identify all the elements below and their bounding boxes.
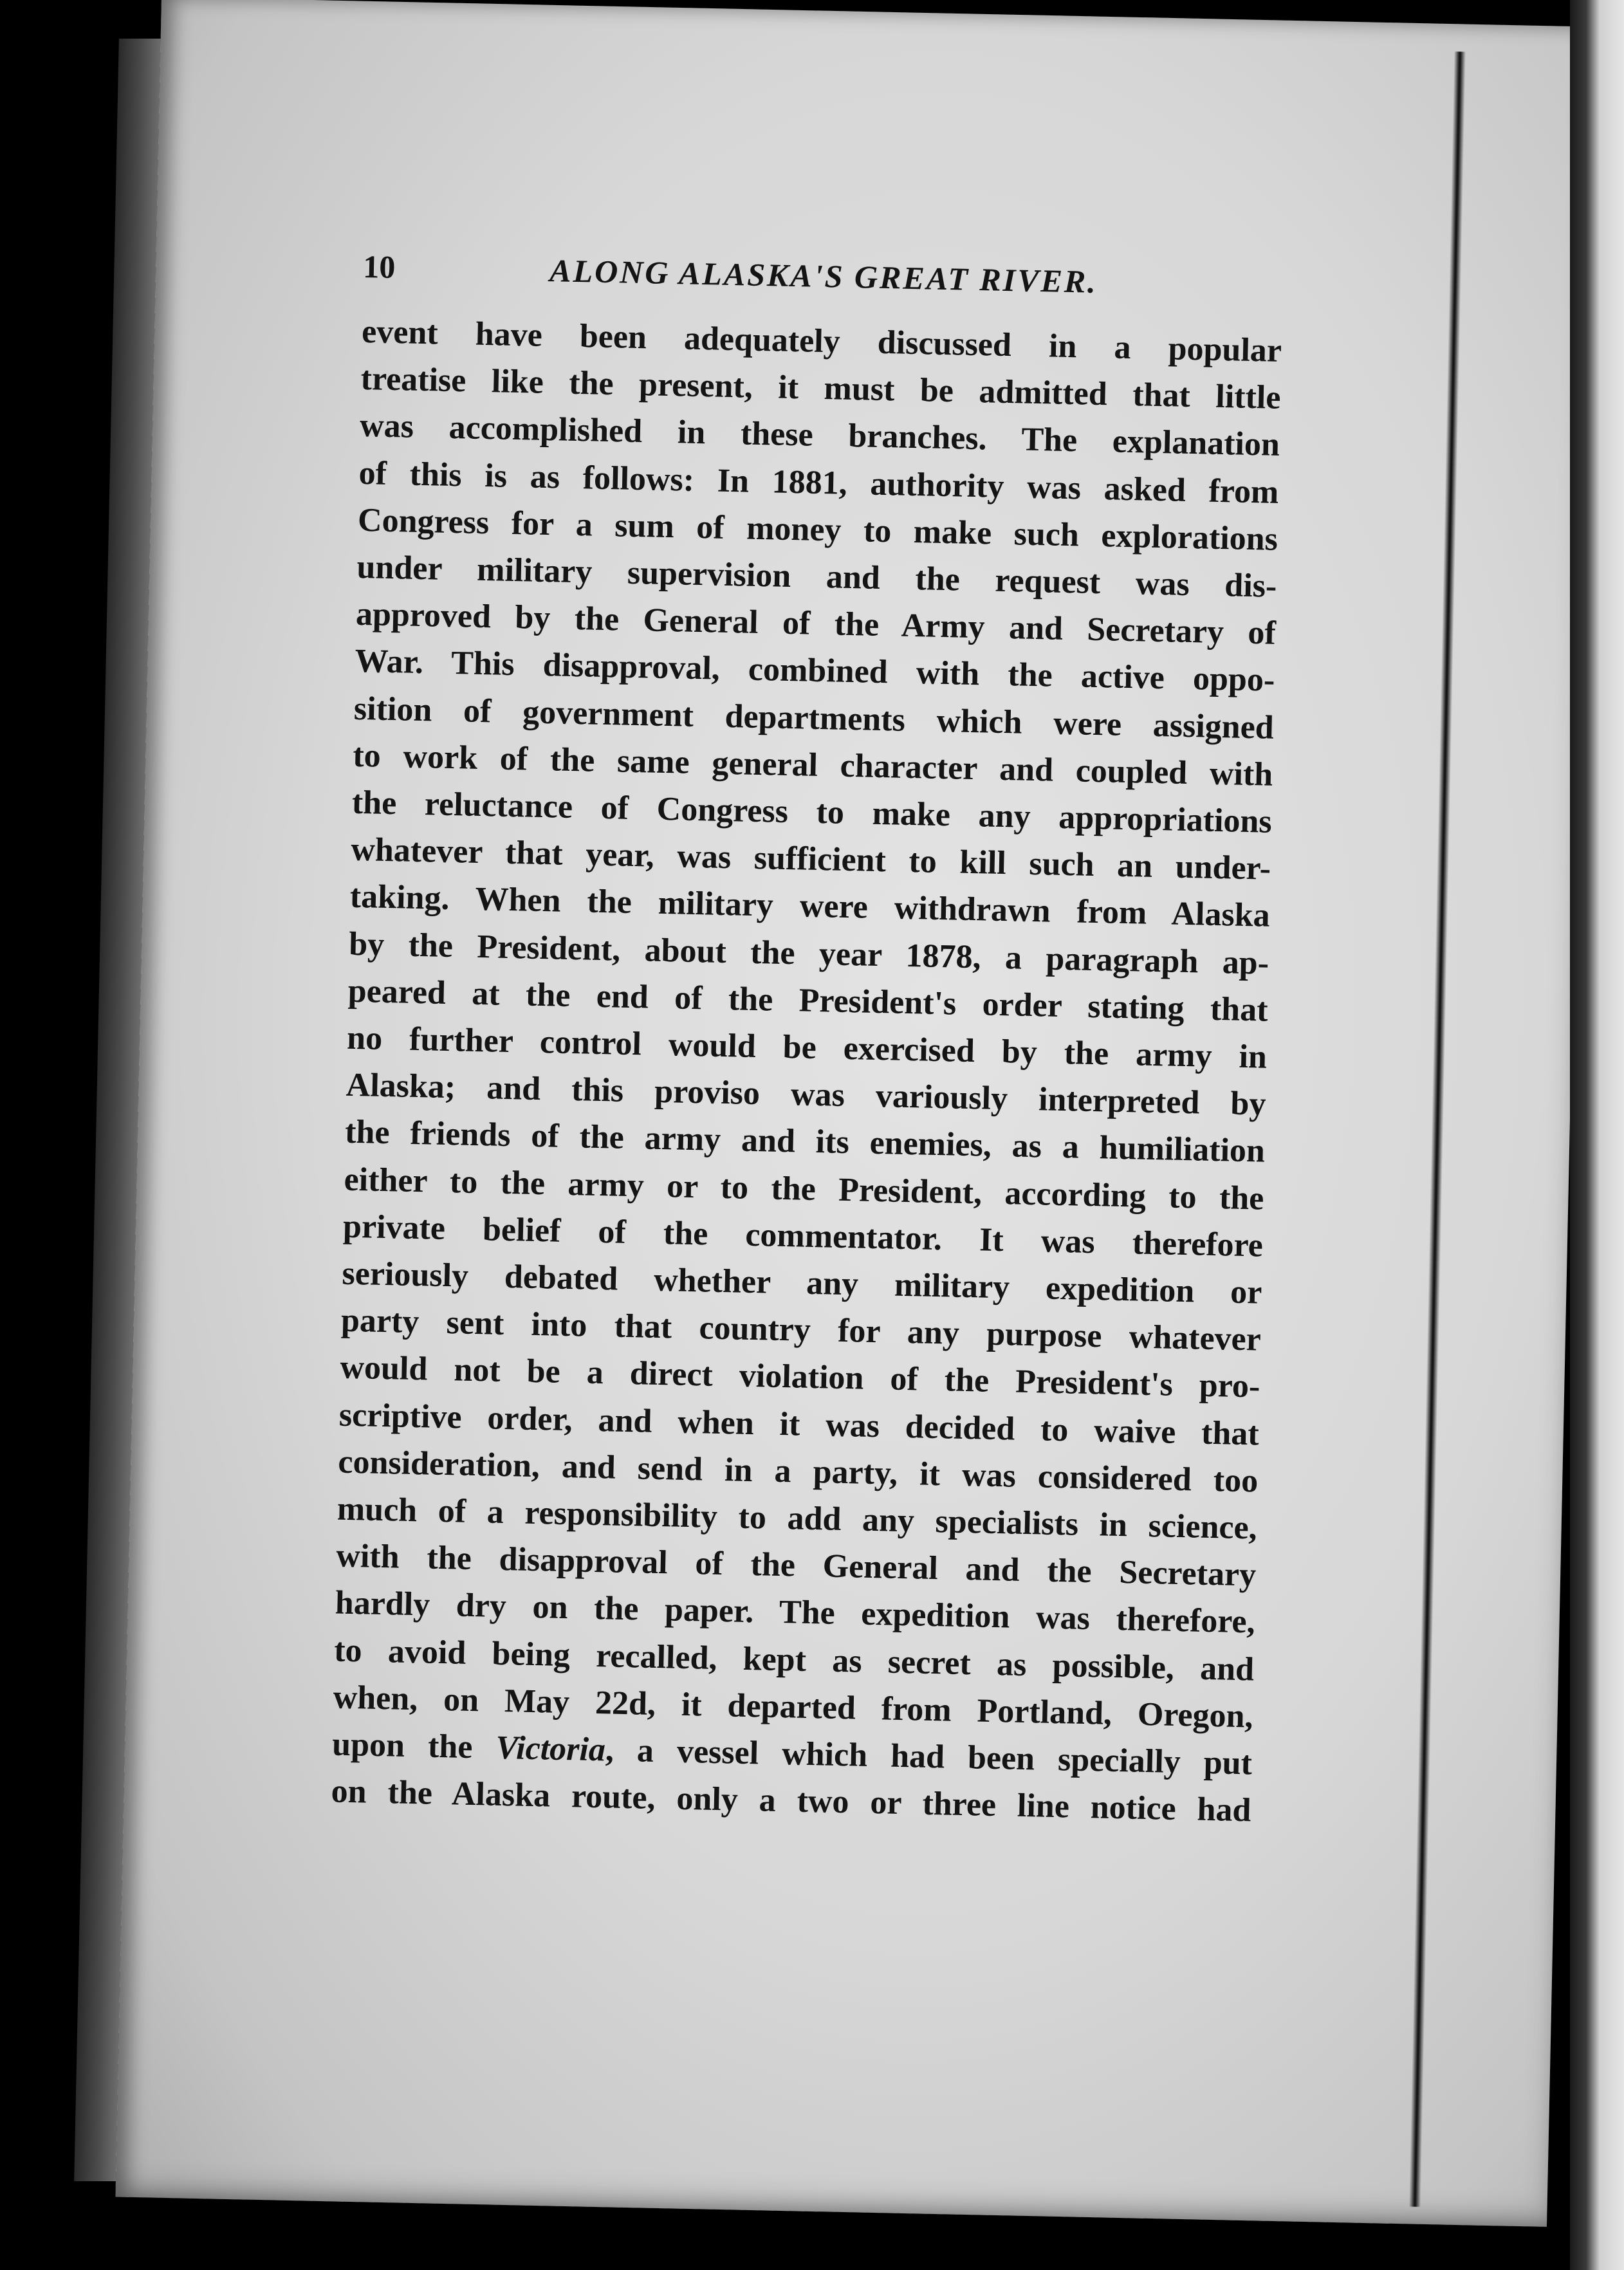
text-line: by the President, about the year 1878, a paragraph ap- (348, 925, 1269, 982)
text-line: would not be a direct violation of the President's pro- (339, 1349, 1260, 1406)
text-line: hardly dry on the paper. The expedition was therefore, (335, 1585, 1256, 1641)
text-line: either to the army or to the President, according to the (344, 1161, 1264, 1217)
book-spine-gutter (1570, 0, 1624, 2270)
text-line: with the disapproval of the General and the Secretary (335, 1537, 1257, 1594)
text-line: no further control would be exercised by the army in (346, 1019, 1268, 1076)
text-line: seriously debated whether any military expedition or (342, 1255, 1262, 1311)
text-line: event have been adequately discussed in a popular (361, 313, 1282, 369)
text-line: whatever that year, was sufficient to kill such an under- (350, 831, 1271, 887)
body-text (331, 308, 1282, 1834)
text-line: party sent into that country for any purpose whatever (340, 1302, 1262, 1358)
text-block (331, 248, 1284, 1834)
running-title: ALONG ALASKA'S GREAT RIVER. (549, 252, 1098, 300)
text-line: to work of the same general character and coupled with (352, 737, 1273, 793)
text-line: treatise like the present, it must be admitted that little (360, 360, 1282, 417)
ship-name: Victoria (495, 1729, 606, 1769)
text-line: private belief of the commentator. It was therefore (342, 1208, 1264, 1264)
text-line: much of a responsibility to add any specialists in science, (337, 1490, 1258, 1547)
text-line: approved by the General of the Army and Secretary of (355, 596, 1277, 652)
text-line: peared at the end of the President's order stating that (347, 972, 1269, 1029)
text-line: when, on May 22d, it departed from Portland, Oregon, (333, 1679, 1254, 1735)
text-line: taking. When the military were withdrawn from Alaska (349, 878, 1271, 935)
text-line: the reluctance of Congress to make any appropriations (351, 784, 1273, 840)
text-line: sition of government departments which were assigned (353, 690, 1275, 746)
text-line: upon the Victoria, a vessel which had been specially put (331, 1726, 1253, 1782)
text-line: Alaska; and this proviso was variously interpreted by (346, 1066, 1267, 1123)
text-line: scriptive order, and when it was decided to waive that (338, 1396, 1260, 1453)
text-line: on the Alaska route, only a two or three line notice had (331, 1773, 1252, 1829)
text-line: the friends of the army and its enemies, as a humiliation (344, 1114, 1266, 1170)
text-line: War. This disapproval, combined with the active oppo- (354, 643, 1275, 699)
page-number: 10 (362, 248, 396, 286)
text-line: under military supervision and the request was dis- (356, 548, 1277, 605)
text-line: to avoid being recalled, kept as secret as possible, and (333, 1632, 1255, 1688)
text-line: of this is as follows: In 1881, authority was asked from (358, 454, 1279, 511)
text-line: Congress for a sum of money to make such explorations (357, 501, 1278, 558)
text-line: consideration, and send in a party, it was considered too (337, 1443, 1259, 1500)
text-line: was accomplished in these branches. The explanation (359, 407, 1280, 464)
